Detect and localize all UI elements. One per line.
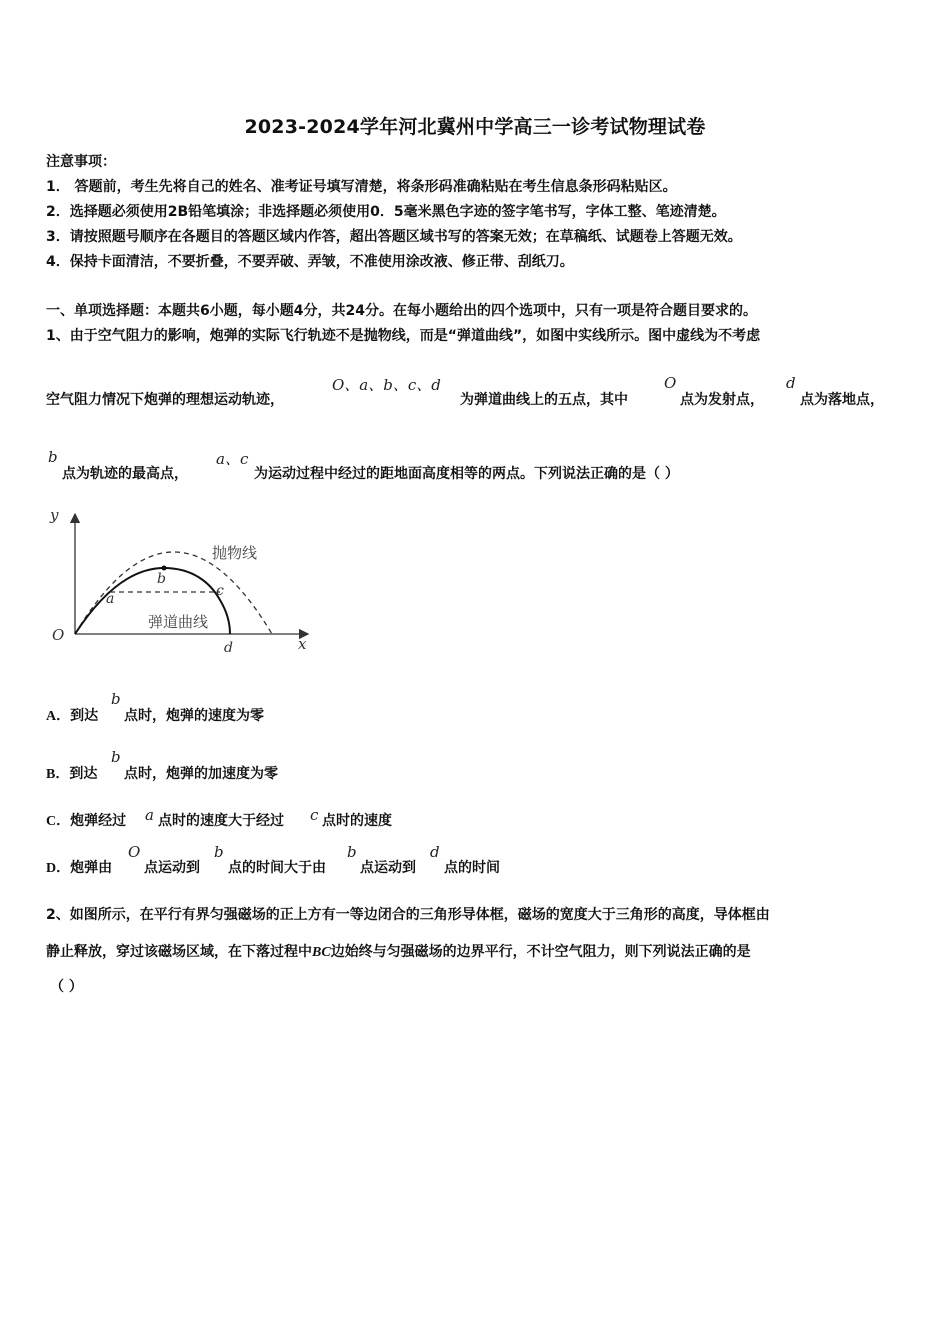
option-b-text: 点时，炮弹的加速度为零 [124, 766, 278, 782]
option-b: B．到达 [46, 766, 98, 782]
point-c-label: c [216, 583, 224, 599]
q1-line1: 1、由于空气阻力的影响，炮弹的实际飞行轨迹不是抛物线，而是“弹道曲线”，如图中实线所示。图中虚线为不考虑 [46, 328, 761, 344]
point-b-label: b [157, 571, 166, 587]
option-d-var-O: O [128, 843, 141, 861]
option-a-text: 点时，炮弹的速度为零 [124, 708, 264, 724]
option-d-text: 点运动到 [144, 860, 200, 876]
point-a-label: a [106, 591, 115, 607]
option-a-var: b [111, 690, 121, 708]
option-d: D．炮弹由 [46, 860, 113, 876]
option-d-text: 点的时间 [444, 860, 500, 876]
q2-line3: （ ） [50, 979, 83, 995]
option-c-text: 点时的速度 [322, 813, 392, 829]
q1-line2-text: 为弹道曲线上的五点，其中 [460, 392, 628, 408]
notice-item: 2．选择题必须使用2B铅笔填涂；非选择题必须使用0．5毫米黑色字迹的签字笔书写，字体工整、笔迹清楚。 [46, 204, 726, 220]
option-d-var-d: d [430, 843, 440, 861]
q1-var-O: O [664, 374, 677, 392]
notice-item: 1． 答题前，考生先将自己的姓名、准考证号填写清楚，将条形码准确粘贴在考生信息条形码粘贴区。 [46, 179, 677, 195]
option-a: A．到达 [46, 708, 99, 724]
q2-line1: 2、如图所示，在平行有界匀强磁场的正上方有一等边闭合的三角形导体框，磁场的宽度大于三角形的高度，导体框由 [46, 907, 770, 923]
trajectory-figure [40, 500, 330, 665]
ballistic-label: 弹道曲线 [148, 613, 209, 631]
q1-line2-text: 空气阻力情况下炮弹的理想运动轨迹， [46, 392, 284, 408]
section-heading: 一、单项选择题：本题共6小题，每小题4分，共24分。在每小题给出的四个选项中，只有一项是符合题目要求的。 [46, 303, 757, 319]
option-d-text: 点的时间大于由 [228, 860, 326, 876]
q1-var-ac: a、c [216, 450, 249, 468]
x-axis-label: x [298, 635, 307, 653]
q1-var-d: d [786, 374, 796, 392]
origin-label: O [52, 626, 65, 644]
option-b-var: b [111, 748, 121, 766]
parabola-label: 抛物线 [212, 544, 258, 562]
option-c-var-a: a [145, 806, 154, 824]
q1-line3-text: 为运动过程中经过的距地面高度相等的两点。下列说法正确的是（ ） [254, 466, 679, 482]
point-b-dot [162, 566, 167, 571]
option-c-var-c: c [310, 806, 319, 824]
q1-line2-text: 点为发射点， [680, 392, 764, 408]
option-d-text: 点运动到 [360, 860, 416, 876]
q1-line3-text: 点为轨迹的最高点， [62, 466, 188, 482]
q1-line2-text: 点为落地点， [800, 392, 884, 408]
point-d-label: d [224, 640, 233, 656]
q2-line2: 静止释放，穿过该磁场区域，在下落过程中BC边始终与匀强磁场的边界平行，不计空气阻力，则下列说法正确的是 [46, 944, 751, 960]
y-axis-label: y [50, 506, 59, 524]
option-d-var-b: b [214, 843, 224, 861]
option-c: C．炮弹经过 [46, 813, 127, 829]
page-title: 2023-2024学年河北冀州中学高三一诊考试物理试卷 [244, 116, 706, 138]
q1-var-b: b [48, 448, 58, 466]
option-c-text: 点时的速度大于经过 [158, 813, 284, 829]
notice-item: 4．保持卡面清洁，不要折叠，不要弄破、弄皱，不准使用涂改液、修正带、刮纸刀。 [46, 254, 574, 270]
option-d-var-b2: b [347, 843, 357, 861]
notice-item: 3．请按照题号顺序在各题目的答题区域内作答，超出答题区域书写的答案无效；在草稿纸、试题卷上答题无效。 [46, 229, 742, 245]
q1-points-label: O、a、b、c、d [332, 376, 441, 394]
notice-heading: 注意事项： [46, 154, 116, 170]
